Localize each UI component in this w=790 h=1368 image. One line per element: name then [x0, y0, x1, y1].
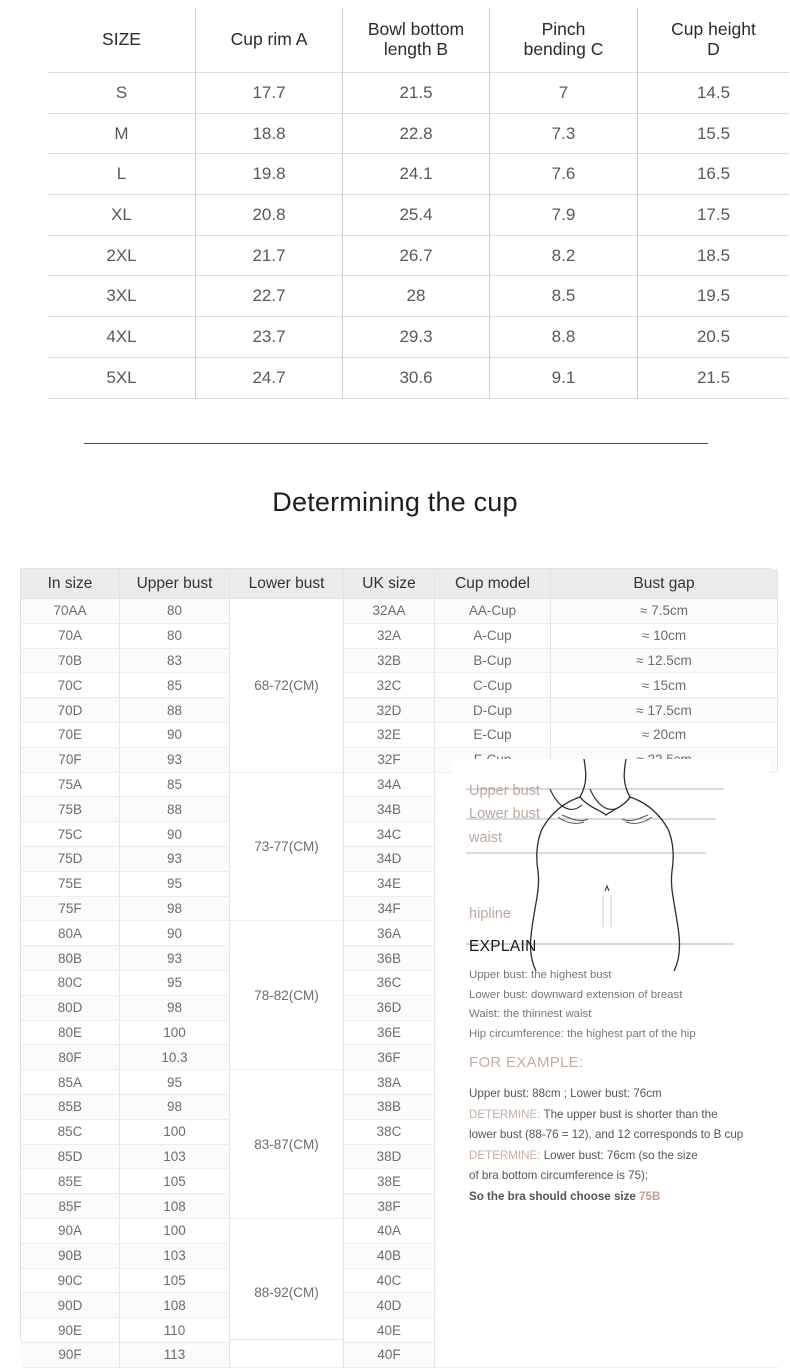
cup-size-chart	[20, 568, 771, 1363]
column-header-bust-gap: Bust gap	[551, 569, 778, 599]
cell-size: M	[48, 113, 196, 154]
explain-line: Hip circumference: the highest part of the hip	[469, 1027, 696, 1040]
cup-header-row	[21, 569, 778, 599]
cell-in-size: 70F	[21, 747, 120, 772]
cell-upper-bust: 85	[120, 772, 230, 797]
cell-size: 2XL	[48, 235, 196, 276]
table-row	[48, 276, 789, 317]
cell-upper-bust: 10.3	[120, 1045, 230, 1070]
determine-text: Lower bust: 76cm (so the size	[540, 1148, 698, 1162]
cell-uk-size: 38E	[344, 1169, 435, 1194]
header-line: Cup rim A	[230, 29, 308, 50]
cell-in-size: 85F	[21, 1194, 120, 1219]
explain-line: Lower bust: downward extension of breast	[469, 988, 683, 1001]
cell-value: 9.1	[490, 357, 638, 398]
cell-upper-bust: 88	[120, 797, 230, 822]
cell-value: 7.6	[490, 154, 638, 195]
cell-uk-size: 40F	[344, 1342, 435, 1367]
cell-in-size: 80E	[21, 1020, 120, 1045]
cell-uk-size: 32C	[344, 673, 435, 698]
cell-upper-bust: 103	[120, 1243, 230, 1268]
cell-upper-bust: 80	[120, 623, 230, 648]
cell-upper-bust: 108	[120, 1293, 230, 1318]
cell-uk-size: 40B	[344, 1243, 435, 1268]
cell-size: XL	[48, 195, 196, 236]
cell-bust-gap: ≈ 7.5cm	[551, 599, 778, 624]
determine-label: DETERMINE:	[469, 1148, 541, 1162]
cell-value: 20.8	[196, 195, 343, 236]
cell-bust-gap: ≈ 20cm	[551, 722, 778, 747]
cell-upper-bust: 95	[120, 970, 230, 995]
cell-lower-bust-group: 78-82(CM)	[230, 921, 344, 1070]
cell-upper-bust: 100	[120, 1020, 230, 1045]
cell-upper-bust: 98	[120, 995, 230, 1020]
cell-uk-size: 36A	[344, 921, 435, 946]
cell-in-size: 70AA	[21, 599, 120, 624]
cell-in-size: 90A	[21, 1218, 120, 1243]
table-row	[48, 195, 789, 236]
cell-upper-bust: 103	[120, 1144, 230, 1169]
header-line: Pinch	[541, 19, 586, 40]
determine-label: DETERMINE:	[469, 1107, 541, 1121]
column-header-size	[48, 8, 196, 73]
cell-uk-size: 32D	[344, 698, 435, 723]
cell-in-size: 70B	[21, 648, 120, 673]
cell-value: 18.5	[638, 235, 790, 276]
table-row	[21, 648, 778, 673]
table-row	[48, 357, 789, 398]
cell-upper-bust: 110	[120, 1318, 230, 1343]
measurement-table-body	[48, 73, 789, 399]
cell-in-size: 75C	[21, 822, 120, 847]
cell-in-size: 75F	[21, 896, 120, 921]
cell-cup-model: B-Cup	[435, 648, 551, 673]
explain-heading: EXPLAIN	[469, 938, 537, 955]
cell-in-size: 70D	[21, 698, 120, 723]
cell-in-size: 70A	[21, 623, 120, 648]
cell-value: 17.5	[638, 195, 790, 236]
for-example-heading: FOR EXAMPLE:	[469, 1054, 584, 1071]
header-line: Cup height	[671, 19, 756, 40]
cell-value: 21.5	[343, 73, 490, 114]
cell-value: 7	[490, 73, 638, 114]
cell-upper-bust: 90	[120, 822, 230, 847]
cell-uk-size: 32E	[344, 722, 435, 747]
cell-size: L	[48, 154, 196, 195]
explain-line: Upper bust: the highest bust	[469, 969, 612, 981]
cell-value: 7.3	[490, 113, 638, 154]
cell-in-size: 85C	[21, 1119, 120, 1144]
measurement-table-head	[48, 8, 789, 73]
cell-uk-size: 40C	[344, 1268, 435, 1293]
table-row	[48, 154, 789, 195]
cell-in-size: 75A	[21, 772, 120, 797]
cell-upper-bust: 93	[120, 946, 230, 971]
column-header-in-size: In size	[21, 569, 120, 599]
cell-uk-size: 34B	[344, 797, 435, 822]
cell-value: 17.7	[196, 73, 343, 114]
table-row	[48, 113, 789, 154]
cell-lower-bust-group: 83-87(CM)	[230, 1070, 344, 1219]
cell-in-size: 90F	[21, 1342, 120, 1367]
cell-uk-size: 40E	[344, 1318, 435, 1343]
header-line: SIZE	[102, 29, 141, 50]
cell-upper-bust: 98	[120, 896, 230, 921]
cell-in-size: 85E	[21, 1169, 120, 1194]
cell-value: 29.3	[343, 317, 490, 358]
header-line: D	[707, 39, 720, 59]
cell-value: 22.8	[343, 113, 490, 154]
cell-value: 23.7	[196, 317, 343, 358]
cell-in-size: 85D	[21, 1144, 120, 1169]
recommended-size-badge: 75B	[639, 1189, 661, 1203]
cell-lower-bust-group: 88-92(CM)	[230, 1218, 344, 1367]
cell-upper-bust: 113	[120, 1342, 230, 1367]
cell-value: 24.1	[343, 154, 490, 195]
section-divider	[84, 443, 708, 444]
cell-uk-size: 32AA	[344, 599, 435, 624]
column-header-cup-height-d	[638, 8, 790, 73]
cell-in-size: 80C	[21, 970, 120, 995]
cell-bust-gap: ≈ 15cm	[551, 673, 778, 698]
cup-table-head	[21, 569, 778, 599]
cell-upper-bust: 100	[120, 1119, 230, 1144]
cell-lower-bust-group: 68-72(CM)	[230, 599, 344, 773]
example-line-determine-1	[469, 1105, 764, 1126]
cell-upper-bust: 93	[120, 747, 230, 772]
column-header-cup-rim-a	[196, 8, 343, 73]
cell-size: 4XL	[48, 317, 196, 358]
cell-in-size: 90D	[21, 1293, 120, 1318]
cell-uk-size: 38D	[344, 1144, 435, 1169]
cell-uk-size: 40D	[344, 1293, 435, 1318]
cell-value: 20.5	[638, 317, 790, 358]
cell-value: 8.2	[490, 235, 638, 276]
cell-uk-size: 34A	[344, 772, 435, 797]
example-line-determine-2	[469, 1146, 764, 1167]
cell-cup-model: A-Cup	[435, 623, 551, 648]
determine-text: The upper bust is shorter than the	[540, 1107, 718, 1121]
cell-lower-bust-group: 73-77(CM)	[230, 772, 344, 921]
cell-value: 21.7	[196, 235, 343, 276]
cell-in-size: 90B	[21, 1243, 120, 1268]
cell-in-size: 75B	[21, 797, 120, 822]
cell-uk-size: 38B	[344, 1094, 435, 1119]
cell-in-size: 80B	[21, 946, 120, 971]
cell-value: 8.8	[490, 317, 638, 358]
table-row	[48, 317, 789, 358]
cell-value: 25.4	[343, 195, 490, 236]
cell-value: 26.7	[343, 235, 490, 276]
table-row	[21, 599, 778, 624]
header-line: Bowl bottom	[367, 19, 465, 40]
cell-uk-size: 34F	[344, 896, 435, 921]
cell-value: 22.7	[196, 276, 343, 317]
column-header-lower-bust: Lower bust	[230, 569, 344, 599]
table-row	[48, 235, 789, 276]
cell-uk-size: 32A	[344, 623, 435, 648]
measurement-size-table	[48, 8, 789, 399]
cell-upper-bust: 108	[120, 1194, 230, 1219]
cell-uk-size: 32B	[344, 648, 435, 673]
cell-uk-size: 36C	[344, 970, 435, 995]
cell-uk-size: 34D	[344, 846, 435, 871]
cell-value: 14.5	[638, 73, 790, 114]
table-row	[21, 623, 778, 648]
diagram-label-upper-bust: Upper bust	[469, 783, 540, 799]
cell-uk-size: 38C	[344, 1119, 435, 1144]
column-header-uk-size: UK size	[344, 569, 435, 599]
column-header-upper-bust: Upper bust	[120, 569, 230, 599]
header-line: length B	[383, 39, 449, 59]
cell-cup-model: C-Cup	[435, 673, 551, 698]
cell-uk-size: 38F	[344, 1194, 435, 1219]
table-row	[21, 673, 778, 698]
cell-bust-gap: ≈ 12.5cm	[551, 648, 778, 673]
example-line-band-calc: of bra bottom circumference is 75);	[469, 1169, 649, 1183]
measurement-header-row	[48, 8, 789, 73]
conclusion-text: So the bra should choose size	[469, 1189, 640, 1203]
cell-uk-size: 32F	[344, 747, 435, 772]
cell-value: 24.7	[196, 357, 343, 398]
cell-value: 15.5	[638, 113, 790, 154]
cell-cup-model: AA-Cup	[435, 599, 551, 624]
explain-definition-list	[469, 966, 759, 1044]
cell-upper-bust: 93	[120, 846, 230, 871]
cell-in-size: 80F	[21, 1045, 120, 1070]
cell-upper-bust: 88	[120, 698, 230, 723]
cell-in-size: 70C	[21, 673, 120, 698]
cell-upper-bust: 85	[120, 673, 230, 698]
cell-upper-bust: 95	[120, 871, 230, 896]
cell-in-size: 85A	[21, 1070, 120, 1095]
example-line-measurements: Upper bust: 88cm ; Lower bust: 76cm	[469, 1087, 662, 1100]
cell-in-size: 85B	[21, 1094, 120, 1119]
cell-size: 5XL	[48, 357, 196, 398]
example-calculation	[469, 1084, 764, 1208]
cell-upper-bust: 95	[120, 1070, 230, 1095]
cell-value: 19.8	[196, 154, 343, 195]
diagram-label-lower-bust: Lower bust	[469, 806, 540, 822]
cell-upper-bust: 83	[120, 648, 230, 673]
diagram-label-hipline: hipline	[469, 906, 511, 922]
explain-line: Waist: the thinnest waist	[469, 1008, 592, 1021]
cell-in-size: 80D	[21, 995, 120, 1020]
cell-in-size: 75D	[21, 846, 120, 871]
cell-bust-gap: ≈ 17.5cm	[551, 698, 778, 723]
cell-upper-bust: 90	[120, 921, 230, 946]
column-header-pinch-bending-c	[490, 8, 638, 73]
cell-in-size: 90C	[21, 1268, 120, 1293]
cell-cup-model: D-Cup	[435, 698, 551, 723]
cell-uk-size: 36E	[344, 1020, 435, 1045]
cell-uk-size: 34C	[344, 822, 435, 847]
table-row	[48, 73, 789, 114]
cell-value: 18.8	[196, 113, 343, 154]
header-line: bending C	[523, 39, 604, 59]
cell-uk-size: 40A	[344, 1218, 435, 1243]
cell-upper-bust: 98	[120, 1094, 230, 1119]
cell-in-size: 75E	[21, 871, 120, 896]
cell-uk-size: 36B	[344, 946, 435, 971]
cell-uk-size: 34E	[344, 871, 435, 896]
example-line-conclusion	[469, 1187, 764, 1208]
cell-size: S	[48, 73, 196, 114]
table-row	[21, 698, 778, 723]
cell-upper-bust: 105	[120, 1268, 230, 1293]
cell-upper-bust: 80	[120, 599, 230, 624]
diagram-label-waist: waist	[469, 830, 503, 846]
column-header-bowl-bottom-length-b	[343, 8, 490, 73]
cell-value: 8.5	[490, 276, 638, 317]
cell-value: 16.5	[638, 154, 790, 195]
cell-in-size: 70E	[21, 722, 120, 747]
cell-upper-bust: 90	[120, 722, 230, 747]
cell-size: 3XL	[48, 276, 196, 317]
cell-in-size: 80A	[21, 921, 120, 946]
cell-value: 28	[343, 276, 490, 317]
cell-cup-model: E-Cup	[435, 722, 551, 747]
table-row	[21, 722, 778, 747]
cell-value: 19.5	[638, 276, 790, 317]
cell-in-size: 90E	[21, 1318, 120, 1343]
example-line-cup-calc: lower bust (88-76 = 12), and 12 corresponds to B cup	[469, 1128, 744, 1142]
cell-value: 21.5	[638, 357, 790, 398]
cell-value: 7.9	[490, 195, 638, 236]
cell-value: 30.6	[343, 357, 490, 398]
page-title-determining-the-cup: Determining the cup	[272, 487, 518, 517]
cell-uk-size: 38A	[344, 1070, 435, 1095]
measurement-guide-panel	[451, 759, 770, 1340]
cell-bust-gap: ≈ 10cm	[551, 623, 778, 648]
column-header-cup-model: Cup model	[435, 569, 551, 599]
cell-uk-size: 36F	[344, 1045, 435, 1070]
cell-upper-bust: 105	[120, 1169, 230, 1194]
cell-upper-bust: 100	[120, 1218, 230, 1243]
cell-uk-size: 36D	[344, 995, 435, 1020]
